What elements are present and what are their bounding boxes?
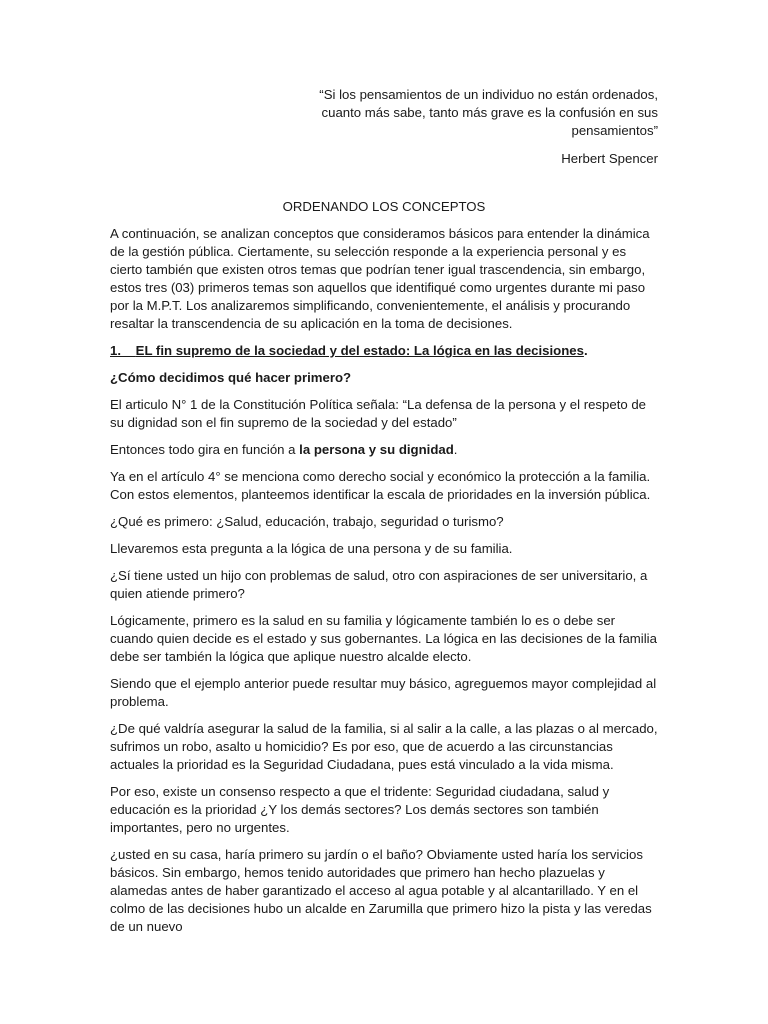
paragraph: [110, 441, 658, 459]
epigraph-author: Herbert Spencer: [561, 151, 658, 166]
paragraph: Llevaremos esta pregunta a la lógica de una persona y de su familia.: [110, 541, 513, 556]
paragraph: ¿De qué valdría asegurar la salud de la familia, si al salir a la calle, a las plazas o al mercado, sufrimos un robo, asalto u homicidio? Es por eso, que de acuerdo a las circunstancias actuales la prioridad es la Seguridad Ciudadana, pues está vinculado a la vida misma.: [110, 721, 658, 772]
paragraph: Por eso, existe un consenso respecto a que el tridente: Seguridad ciudadana, salud y educación es la prioridad ¿Y los demás sectores? Los demás sectores son también importantes, pero no urgentes.: [110, 784, 610, 835]
document-title: ORDENANDO LOS CONCEPTOS: [282, 199, 486, 214]
paragraph: ¿Sí tiene usted un hijo con problemas de salud, otro con aspiraciones de ser universitario, a quien atiende primero?: [110, 568, 648, 601]
paragraph: Siendo que el ejemplo anterior puede resultar muy básico, agreguemos mayor complejidad al problema.: [110, 676, 657, 709]
emphasis-text: la persona y su dignidad: [299, 442, 454, 457]
text-run: .: [453, 442, 458, 457]
intro-paragraph: A continuación, se analizan conceptos que consideramos básicos para entender la dinámica de la gestión pública. Ciertamente, su selección responde a la experiencia personal y es cierto también que existen otros temas que podrían tener igual trascendencia, sin embargo, estos tres (03) primeros temas son aquellos que identifiqué como urgentes durante mi paso por la M.P.T. Los analizaremos simplificando, convenientemente, el análisis y procurando resaltar la transcendencia de su aplicación en la toma de decisiones.: [110, 226, 650, 331]
paragraph: Lógicamente, primero es la salud en su familia y lógicamente también lo es o debe ser cuando quien decide es el estado y sus gobernantes. La lógica en las decisiones de la familia debe ser también la lógica que aplique nuestro alcalde electo.: [110, 613, 657, 664]
paragraph: ¿usted en su casa, haría primero su jardín o el baño? Obviamente usted haría los servicios básicos. Sin embargo, hemos tenido autoridades que primero han hecho plazuelas y alamedas antes de haber garantizado el acceso al agua potable y al alcantarillado. Y en el colmo de las decisiones hubo un alcalde en Zarumilla que primero hizo la pista y las veredas de un nuevo: [110, 847, 652, 934]
quote-line: pensamientos”: [571, 123, 658, 138]
section-subheading: ¿Cómo decidimos qué hacer primero?: [110, 370, 352, 385]
paragraph: El articulo N° 1 de la Constitución Política señala: “La defensa de la persona y el respeto de su dignidad son el fin supremo de la sociedad y del estado”: [110, 397, 647, 430]
paragraph: ¿Qué es primero: ¿Salud, educación, trabajo, seguridad o turismo?: [110, 514, 504, 529]
section-title-end: .: [583, 343, 588, 358]
text-run: Entonces todo gira en función a: [110, 442, 300, 457]
paragraph: Ya en el artículo 4° se menciona como derecho social y económico la protección a la familia. Con estos elementos, planteemos identificar la escala de prioridades en la inversión pública.: [110, 469, 651, 502]
quote-line: cuanto más sabe, tanto más grave es la confusión en sus: [321, 105, 658, 120]
section-title: EL fin supremo de la sociedad y del estado: La lógica en las decisiones: [135, 343, 584, 358]
section-number: 1.: [110, 343, 121, 358]
section-heading: [110, 342, 658, 360]
epigraph-quote: [310, 86, 658, 140]
quote-line: “Si los pensamientos de un individuo no están ordenados,: [319, 87, 658, 102]
